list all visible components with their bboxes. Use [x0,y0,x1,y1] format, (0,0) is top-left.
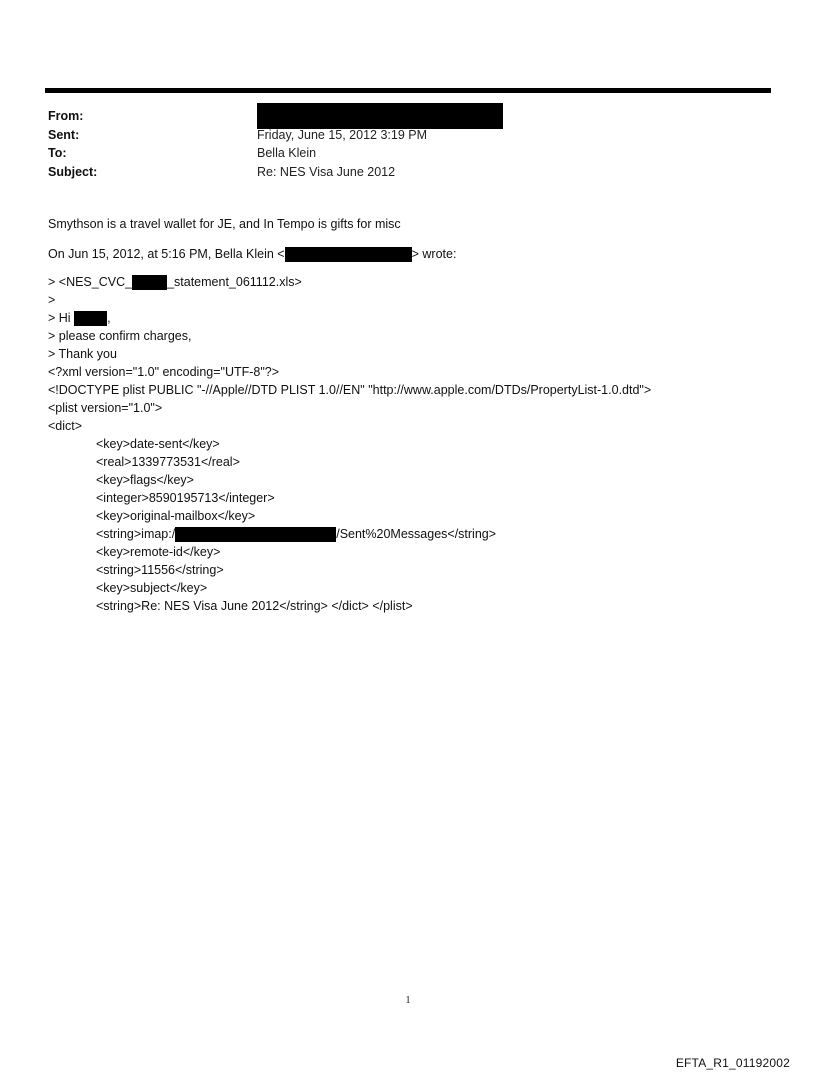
sent-value: Friday, June 15, 2012 3:19 PM [257,127,428,142]
to-value: Bella Klein [257,146,317,160]
to-label: To: [48,146,67,160]
xml-key-remote: <key>remote-id</key> [96,545,221,559]
redaction-block [175,527,336,542]
quoted-greeting: > Hi , [48,311,111,325]
from-label: From: [48,109,84,123]
redaction-block [74,311,107,326]
xml-dict-open: <dict> [48,419,83,433]
xml-key-date: <key>date-sent</key> [96,437,220,451]
xml-plist-open: <plist version="1.0"> [48,401,163,415]
subject-label: Subject: [48,164,98,179]
quote-intro: On Jun 15, 2012, at 5:16 PM, Bella Klein < > wrote: [48,247,457,261]
xml-key-mailbox: <key>original-mailbox</key> [96,509,256,523]
sent-label: Sent: [48,127,80,142]
header-rule [45,88,771,93]
page-number: 1 [405,995,411,1006]
xml-value-flags: <integer>8590195713</integer> [96,491,275,505]
xml-value-mailbox: <string>imap:/ /Sent%20Messages</string> [96,527,497,541]
xml-value-remote: <string>11556</string> [96,563,224,577]
quoted-confirm: > please confirm charges, [48,329,192,343]
redaction-block [132,275,167,290]
subject-value: Re: NES Visa June 2012 [257,164,396,179]
xml-key-flags: <key>flags</key> [96,473,194,487]
xml-value-subject: <string>Re: NES Visa June 2012</string> </dict> </plist> [96,599,413,613]
quoted-blank: > [48,293,56,307]
quoted-attachment: > <NES_CVC_ _statement_061112.xls> [48,275,302,289]
xml-declaration: <?xml version="1.0" encoding="UTF-8"?> [48,365,280,379]
xml-doctype: <!DOCTYPE plist PUBLIC "-//Apple//DTD PLIST 1.0//EN" "http://www.apple.com/DTDs/PropertyList-1.0.dtd"> [48,383,652,397]
quoted-thanks: > Thank you [48,347,117,361]
xml-value-date: <real>1339773531</real> [96,455,240,469]
xml-key-subject: <key>subject</key> [96,581,208,595]
redaction-block [285,247,412,262]
message-text: Smythson is a travel wallet for JE, and In Tempo is gifts for misc [48,217,401,231]
document-id: EFTA_R1_01192002 [675,1056,790,1070]
email-body [48,215,748,615]
